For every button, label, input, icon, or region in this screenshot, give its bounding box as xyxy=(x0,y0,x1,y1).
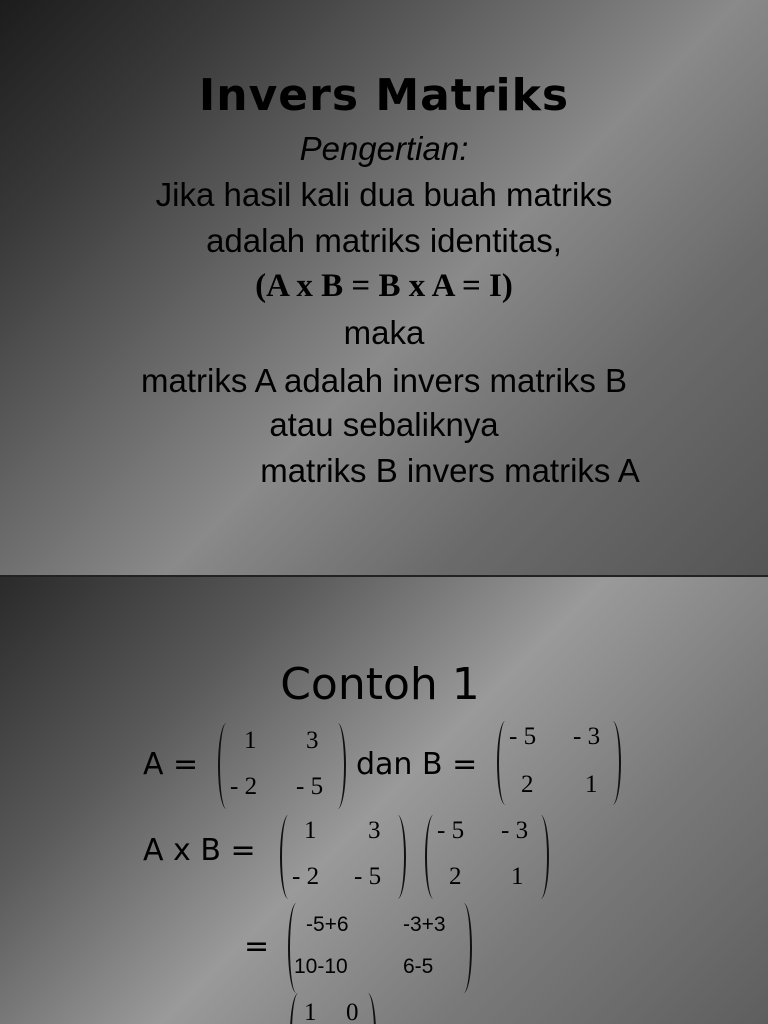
matrix-b-factor xyxy=(425,815,549,899)
matrix-a-factor-cell: - 2 xyxy=(292,863,320,890)
definition-line-1: Jika hasil kali dua buah matriks xyxy=(155,176,613,213)
matrix-product-cell: 10-10 xyxy=(294,955,348,978)
matrix-b-factor-cell: 2 xyxy=(449,863,462,890)
definition-line-3: maka xyxy=(343,314,425,351)
slide-contoh-1 xyxy=(0,577,768,1024)
matrix-b-cell: 1 xyxy=(585,771,598,798)
matrix-a-factor-cell: 3 xyxy=(368,817,381,844)
matrix-result-cell: 1 xyxy=(304,999,317,1024)
right-paren xyxy=(607,721,621,805)
matrix-product xyxy=(288,903,472,993)
right-paren xyxy=(535,815,549,899)
definition-line-2: adalah matriks identitas, xyxy=(206,222,562,259)
label-a-times-b: A x B = xyxy=(143,833,256,868)
matrix-a-cell: - 5 xyxy=(296,773,324,800)
left-paren xyxy=(288,903,302,993)
definition-formula: (A x B = B x A = I) xyxy=(255,268,513,304)
matrix-b-cell: - 3 xyxy=(573,723,601,750)
right-paren xyxy=(362,993,376,1024)
matrix-b-factor-cell: 1 xyxy=(511,863,524,890)
matrix-a-factor-cell: 1 xyxy=(304,817,317,844)
definition-line-5: atau sebaliknya xyxy=(269,406,499,443)
matrix-a-factor-cell: - 5 xyxy=(354,863,382,890)
left-paren xyxy=(290,993,304,1024)
matrix-a-cell: 1 xyxy=(244,727,257,754)
slide-title: Contoh 1 xyxy=(280,659,480,710)
matrix-b xyxy=(497,721,621,805)
label-dan-b-equals: dan B = xyxy=(356,747,478,782)
matrix-product-cell: -3+3 xyxy=(403,913,446,936)
right-paren xyxy=(332,723,346,809)
matrix-a xyxy=(218,723,346,809)
matrix-b-factor-cell: - 5 xyxy=(437,817,465,844)
matrix-a-cell: 3 xyxy=(306,727,319,754)
subtitle-pengertian: Pengertian: xyxy=(299,130,469,167)
matrix-b-cell: - 5 xyxy=(509,723,537,750)
matrix-b-factor-cell: - 3 xyxy=(501,817,529,844)
slide-title: Invers Matriks xyxy=(198,70,570,121)
matrix-b-cell: 2 xyxy=(521,771,534,798)
matrix-a-cell: - 2 xyxy=(230,773,258,800)
right-paren xyxy=(458,903,472,993)
definition-line-6: matriks B invers matriks A xyxy=(260,452,640,489)
matrix-product-cell: -5+6 xyxy=(306,913,349,936)
label-equals: = xyxy=(244,929,270,964)
label-a-equals: A = xyxy=(143,747,199,782)
right-paren xyxy=(392,815,406,899)
matrix-result-cell: 0 xyxy=(346,999,359,1024)
matrix-a-factor xyxy=(280,815,406,899)
matrix-product-cell: 6-5 xyxy=(403,955,434,978)
matrix-result xyxy=(290,993,376,1024)
definition-line-4: matriks A adalah invers matriks B xyxy=(140,362,627,399)
